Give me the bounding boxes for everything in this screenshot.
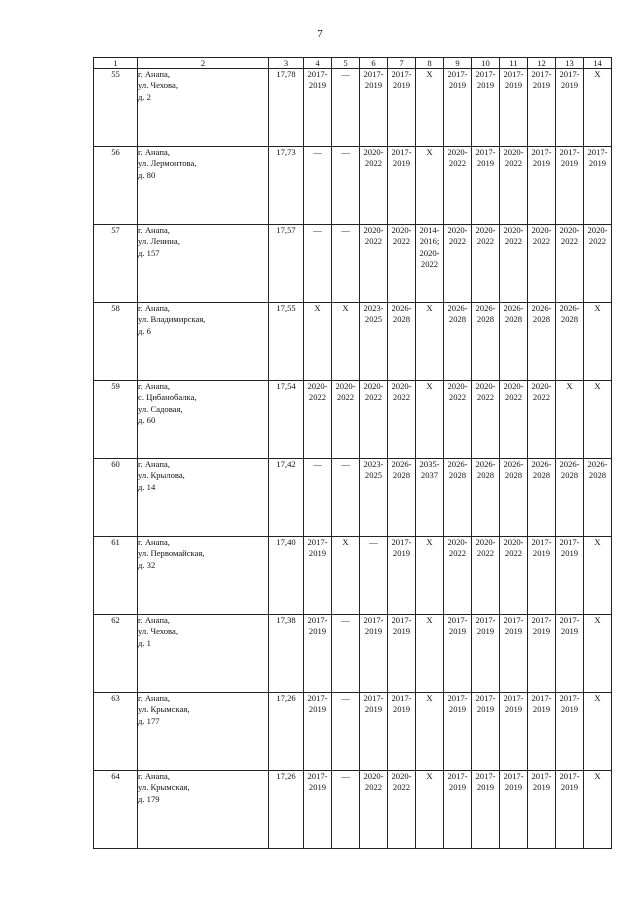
period-cell: 2020- 2022: [528, 381, 556, 459]
address-line: ул. Крылова,: [138, 470, 185, 481]
row-number: 56: [94, 147, 138, 225]
period-cell: 2020- 2022: [388, 225, 416, 303]
period-cell: X: [304, 303, 332, 381]
period-cell: X: [584, 771, 612, 849]
period-cell: —: [332, 147, 360, 225]
period-cell: 2017- 2019: [528, 147, 556, 225]
table-row: [94, 693, 612, 771]
period-cell: —: [332, 225, 360, 303]
period-cell: —: [360, 537, 388, 615]
period-cell: 2017- 2019: [556, 615, 584, 693]
period-cell: 2026- 2028: [388, 459, 416, 537]
repair-schedule-table: [93, 57, 612, 849]
period-cell: 2023- 2025: [360, 459, 388, 537]
column-header: 2: [138, 58, 269, 69]
period-cell: 2026- 2028: [500, 303, 528, 381]
period-cell: 2017- 2019: [472, 693, 500, 771]
period-cell: 2020- 2022: [444, 381, 472, 459]
period-cell: X: [584, 693, 612, 771]
address-line: ул. Ленина,: [138, 236, 180, 247]
period-cell: —: [304, 225, 332, 303]
address-line: г. Анапа,: [138, 459, 170, 469]
period-cell: 2020- 2022: [388, 771, 416, 849]
cost-value: 17,57: [269, 225, 304, 303]
period-cell: 2026- 2028: [388, 303, 416, 381]
period-cell: X: [416, 771, 444, 849]
period-cell: 2020- 2022: [332, 381, 360, 459]
period-cell: 2017- 2019: [444, 693, 472, 771]
period-cell: 2017- 2019: [360, 693, 388, 771]
period-cell: 2017- 2019: [500, 69, 528, 147]
period-cell: X: [416, 537, 444, 615]
period-cell: X: [584, 537, 612, 615]
period-cell: X: [584, 615, 612, 693]
row-number: 57: [94, 225, 138, 303]
table-row: [94, 615, 612, 693]
period-cell: 2017- 2019: [500, 771, 528, 849]
page-number: 7: [317, 28, 323, 40]
period-cell: —: [332, 69, 360, 147]
period-cell: 2026- 2028: [528, 459, 556, 537]
period-cell: 2017- 2019: [444, 771, 472, 849]
cost-value: 17,78: [269, 69, 304, 147]
period-cell: 2017- 2019: [388, 537, 416, 615]
period-cell: 2035- 2037: [416, 459, 444, 537]
table-row: [94, 69, 612, 147]
column-header: 4: [304, 58, 332, 69]
address-line: д. 157: [138, 247, 160, 258]
column-header: 11: [500, 58, 528, 69]
cost-value: 17,38: [269, 615, 304, 693]
period-cell: 2020- 2022: [528, 225, 556, 303]
address-cell: [138, 537, 269, 615]
period-cell: X: [584, 381, 612, 459]
period-cell: 2026- 2028: [500, 459, 528, 537]
address-line: д. 32: [138, 559, 156, 570]
address-line: г. Анапа,: [138, 225, 170, 235]
period-cell: 2017- 2019: [304, 615, 332, 693]
address-line: с. Цибанобалка,: [138, 392, 197, 403]
table-row: [94, 459, 612, 537]
cost-value: 17,26: [269, 771, 304, 849]
period-cell: 2017- 2019: [556, 537, 584, 615]
table-row: [94, 303, 612, 381]
column-header: 14: [584, 58, 612, 69]
period-cell: X: [416, 147, 444, 225]
period-cell: 2017- 2019: [556, 147, 584, 225]
address-line: ул. Крымская,: [138, 782, 190, 793]
address-cell: [138, 69, 269, 147]
table-body: [94, 69, 612, 849]
period-cell: 2020- 2022: [472, 225, 500, 303]
period-cell: 2026- 2028: [444, 459, 472, 537]
address-line: г. Анапа,: [138, 615, 170, 625]
address-line: г. Анапа,: [138, 771, 170, 781]
period-cell: 2017- 2019: [472, 147, 500, 225]
row-number: 62: [94, 615, 138, 693]
period-cell: —: [304, 147, 332, 225]
column-header: 10: [472, 58, 500, 69]
address-line: д. 6: [138, 325, 151, 336]
address-cell: [138, 147, 269, 225]
period-cell: 2026- 2028: [528, 303, 556, 381]
column-header: 9: [444, 58, 472, 69]
period-cell: 2017- 2019: [472, 69, 500, 147]
column-header: 12: [528, 58, 556, 69]
period-cell: X: [416, 303, 444, 381]
column-header: 8: [416, 58, 444, 69]
cost-value: 17,40: [269, 537, 304, 615]
cost-value: 17,26: [269, 693, 304, 771]
period-cell: 2017- 2019: [556, 771, 584, 849]
period-cell: 2020- 2022: [360, 771, 388, 849]
period-cell: X: [584, 303, 612, 381]
period-cell: —: [332, 693, 360, 771]
period-cell: 2017- 2019: [556, 69, 584, 147]
period-cell: 2020- 2022: [304, 381, 332, 459]
period-cell: 2026- 2028: [584, 459, 612, 537]
period-cell: 2020- 2022: [500, 537, 528, 615]
period-cell: 2020- 2022: [360, 147, 388, 225]
period-cell: X: [416, 615, 444, 693]
period-cell: 2020- 2022: [472, 537, 500, 615]
period-cell: X: [416, 381, 444, 459]
address-cell: [138, 615, 269, 693]
period-cell: 2017- 2019: [388, 615, 416, 693]
period-cell: 2017- 2019: [388, 69, 416, 147]
period-cell: —: [332, 459, 360, 537]
row-number: 60: [94, 459, 138, 537]
row-number: 61: [94, 537, 138, 615]
period-cell: 2026- 2028: [444, 303, 472, 381]
table-row: [94, 225, 612, 303]
table-header-row: [94, 58, 612, 69]
address-cell: [138, 771, 269, 849]
period-cell: —: [304, 459, 332, 537]
table-row: [94, 771, 612, 849]
column-header: 3: [269, 58, 304, 69]
period-cell: 2017- 2019: [500, 615, 528, 693]
period-cell: 2017- 2019: [528, 537, 556, 615]
period-cell: 2017- 2019: [388, 147, 416, 225]
period-cell: 2017- 2019: [304, 69, 332, 147]
row-number: 64: [94, 771, 138, 849]
period-cell: 2020- 2022: [360, 225, 388, 303]
period-cell: 2017- 2019: [360, 69, 388, 147]
address-line: ул. Садовая,: [138, 403, 183, 414]
address-line: д. 14: [138, 481, 156, 492]
period-cell: 2017- 2019: [304, 771, 332, 849]
address-line: ул. Первомайская,: [138, 548, 205, 559]
period-cell: 2020- 2022: [444, 147, 472, 225]
row-number: 63: [94, 693, 138, 771]
period-cell: 2017- 2019: [388, 693, 416, 771]
period-cell: X: [556, 381, 584, 459]
address-line: г. Анапа,: [138, 303, 170, 313]
period-cell: 2017- 2019: [304, 537, 332, 615]
period-cell: 2017- 2019: [444, 69, 472, 147]
address-line: д. 2: [138, 91, 151, 102]
period-cell: 2017- 2019: [528, 693, 556, 771]
row-number: 59: [94, 381, 138, 459]
period-cell: 2020- 2022: [500, 147, 528, 225]
table-row: [94, 381, 612, 459]
address-line: ул. Лермонтова,: [138, 158, 197, 169]
cost-value: 17,42: [269, 459, 304, 537]
address-cell: [138, 381, 269, 459]
period-cell: 2023- 2025: [360, 303, 388, 381]
period-cell: 2017- 2019: [584, 147, 612, 225]
column-header: 7: [388, 58, 416, 69]
period-cell: 2017- 2019: [500, 693, 528, 771]
period-cell: 2020- 2022: [500, 225, 528, 303]
cost-value: 17,73: [269, 147, 304, 225]
period-cell: 2020- 2022: [360, 381, 388, 459]
period-cell: 2020- 2022: [472, 381, 500, 459]
period-cell: 2017- 2019: [528, 69, 556, 147]
period-cell: 2017- 2019: [444, 615, 472, 693]
address-line: г. Анапа,: [138, 147, 170, 157]
address-line: г. Анапа,: [138, 381, 170, 391]
period-cell: —: [332, 615, 360, 693]
period-cell: 2017- 2019: [528, 615, 556, 693]
period-cell: 2017- 2019: [472, 771, 500, 849]
column-header: 5: [332, 58, 360, 69]
address-line: д. 1: [138, 637, 151, 648]
table-row: [94, 147, 612, 225]
period-cell: 2020- 2022: [444, 225, 472, 303]
period-cell: X: [332, 537, 360, 615]
address-cell: [138, 693, 269, 771]
address-line: д. 80: [138, 169, 156, 180]
column-header: 1: [94, 58, 138, 69]
address-line: ул. Крымская,: [138, 704, 190, 715]
period-cell: 2026- 2028: [556, 459, 584, 537]
row-number: 58: [94, 303, 138, 381]
period-cell: 2017- 2019: [556, 693, 584, 771]
period-cell: X: [584, 69, 612, 147]
address-cell: [138, 459, 269, 537]
period-cell: 2014- 2016; 2020- 2022: [416, 225, 444, 303]
period-cell: 2020- 2022: [584, 225, 612, 303]
column-header: 13: [556, 58, 584, 69]
address-cell: [138, 303, 269, 381]
address-line: ул. Владимирская,: [138, 314, 206, 325]
address-line: г. Анапа,: [138, 537, 170, 547]
period-cell: 2017- 2019: [304, 693, 332, 771]
period-cell: 2020- 2022: [500, 381, 528, 459]
cost-value: 17,54: [269, 381, 304, 459]
cost-value: 17,55: [269, 303, 304, 381]
period-cell: —: [332, 771, 360, 849]
period-cell: X: [332, 303, 360, 381]
address-cell: [138, 225, 269, 303]
period-cell: 2017- 2019: [360, 615, 388, 693]
row-number: 55: [94, 69, 138, 147]
period-cell: X: [416, 69, 444, 147]
table-row: [94, 537, 612, 615]
period-cell: 2026- 2028: [556, 303, 584, 381]
period-cell: 2026- 2028: [472, 303, 500, 381]
column-header: 6: [360, 58, 388, 69]
period-cell: 2020- 2022: [388, 381, 416, 459]
period-cell: X: [416, 693, 444, 771]
period-cell: 2026- 2028: [472, 459, 500, 537]
address-line: д. 60: [138, 415, 156, 426]
period-cell: 2017- 2019: [472, 615, 500, 693]
address-line: г. Анапа,: [138, 69, 170, 79]
period-cell: 2020- 2022: [444, 537, 472, 615]
period-cell: 2017- 2019: [528, 771, 556, 849]
address-line: ул. Чехова,: [138, 80, 178, 91]
address-line: д. 177: [138, 715, 160, 726]
address-line: г. Анапа,: [138, 693, 170, 703]
address-line: д. 179: [138, 793, 160, 804]
period-cell: 2020- 2022: [556, 225, 584, 303]
address-line: ул. Чехова,: [138, 626, 178, 637]
